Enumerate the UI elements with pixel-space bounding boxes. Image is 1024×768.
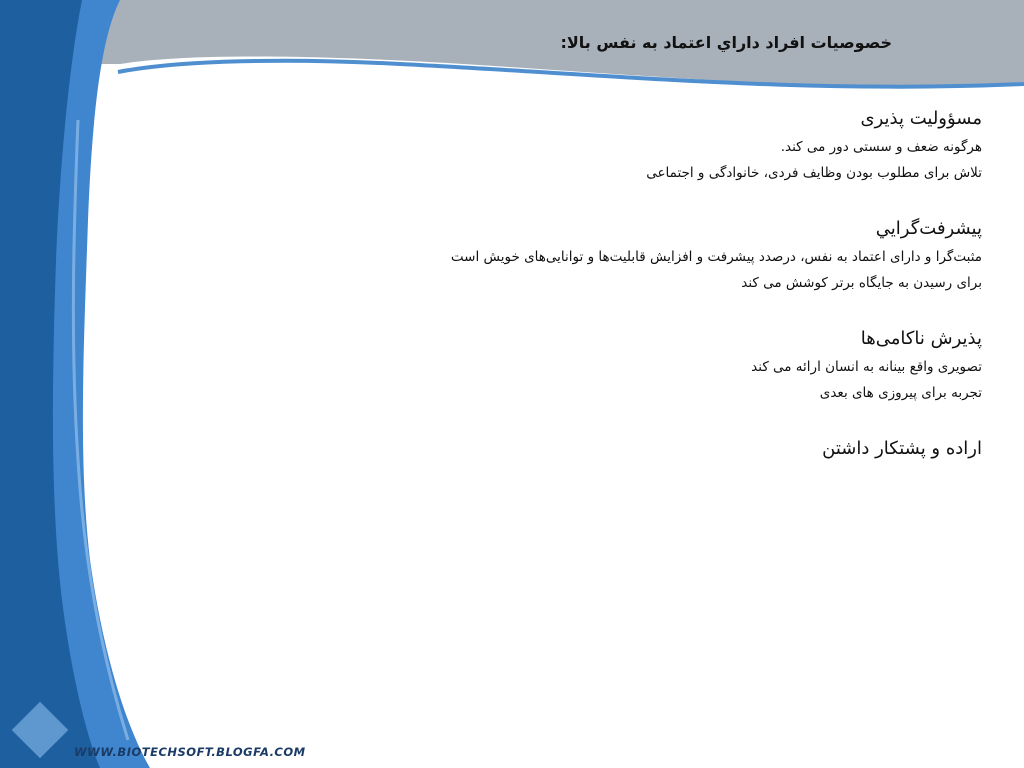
section-responsibility [342, 104, 982, 186]
section-progress [342, 214, 982, 296]
section-line: برای رسیدن به جایگاه برتر کوشش می کند [741, 275, 982, 291]
section-line: تجربه برای پیروزی های بعدی [819, 385, 982, 401]
section-accept-failures [342, 324, 982, 406]
section-heading: پيشرفت‌گرايي [875, 218, 982, 239]
slide-content [342, 104, 982, 492]
section-heading: مسؤولیت پذیری [860, 108, 982, 129]
section-heading: پذیرش ناکامی‌ها [860, 328, 982, 349]
section-line: تلاش برای مطلوب بودن وظایف فردی، خانوادگی و اجتماعی [646, 165, 982, 181]
section-line: هرگونه ضعف و سستی دور می کند. [780, 139, 982, 155]
section-line: تصویری واقع بینانه به انسان ارائه می کند [751, 359, 982, 375]
section-perseverance [342, 434, 982, 464]
section-line: مثبت‌گرا و دارای اعتماد به نفس، درصدد پیشرفت و افزایش قابلیت‌ها و توانایی‌های خویش است [450, 249, 982, 265]
slide-title: خصوصيات افراد داراي اعتماد به نفس بالا: [560, 33, 892, 52]
section-heading: اراده و پشتکار داشتن [822, 438, 982, 459]
footer-url: WWW.BIOTECHSOFT.BLOGFA.COM [74, 745, 306, 759]
